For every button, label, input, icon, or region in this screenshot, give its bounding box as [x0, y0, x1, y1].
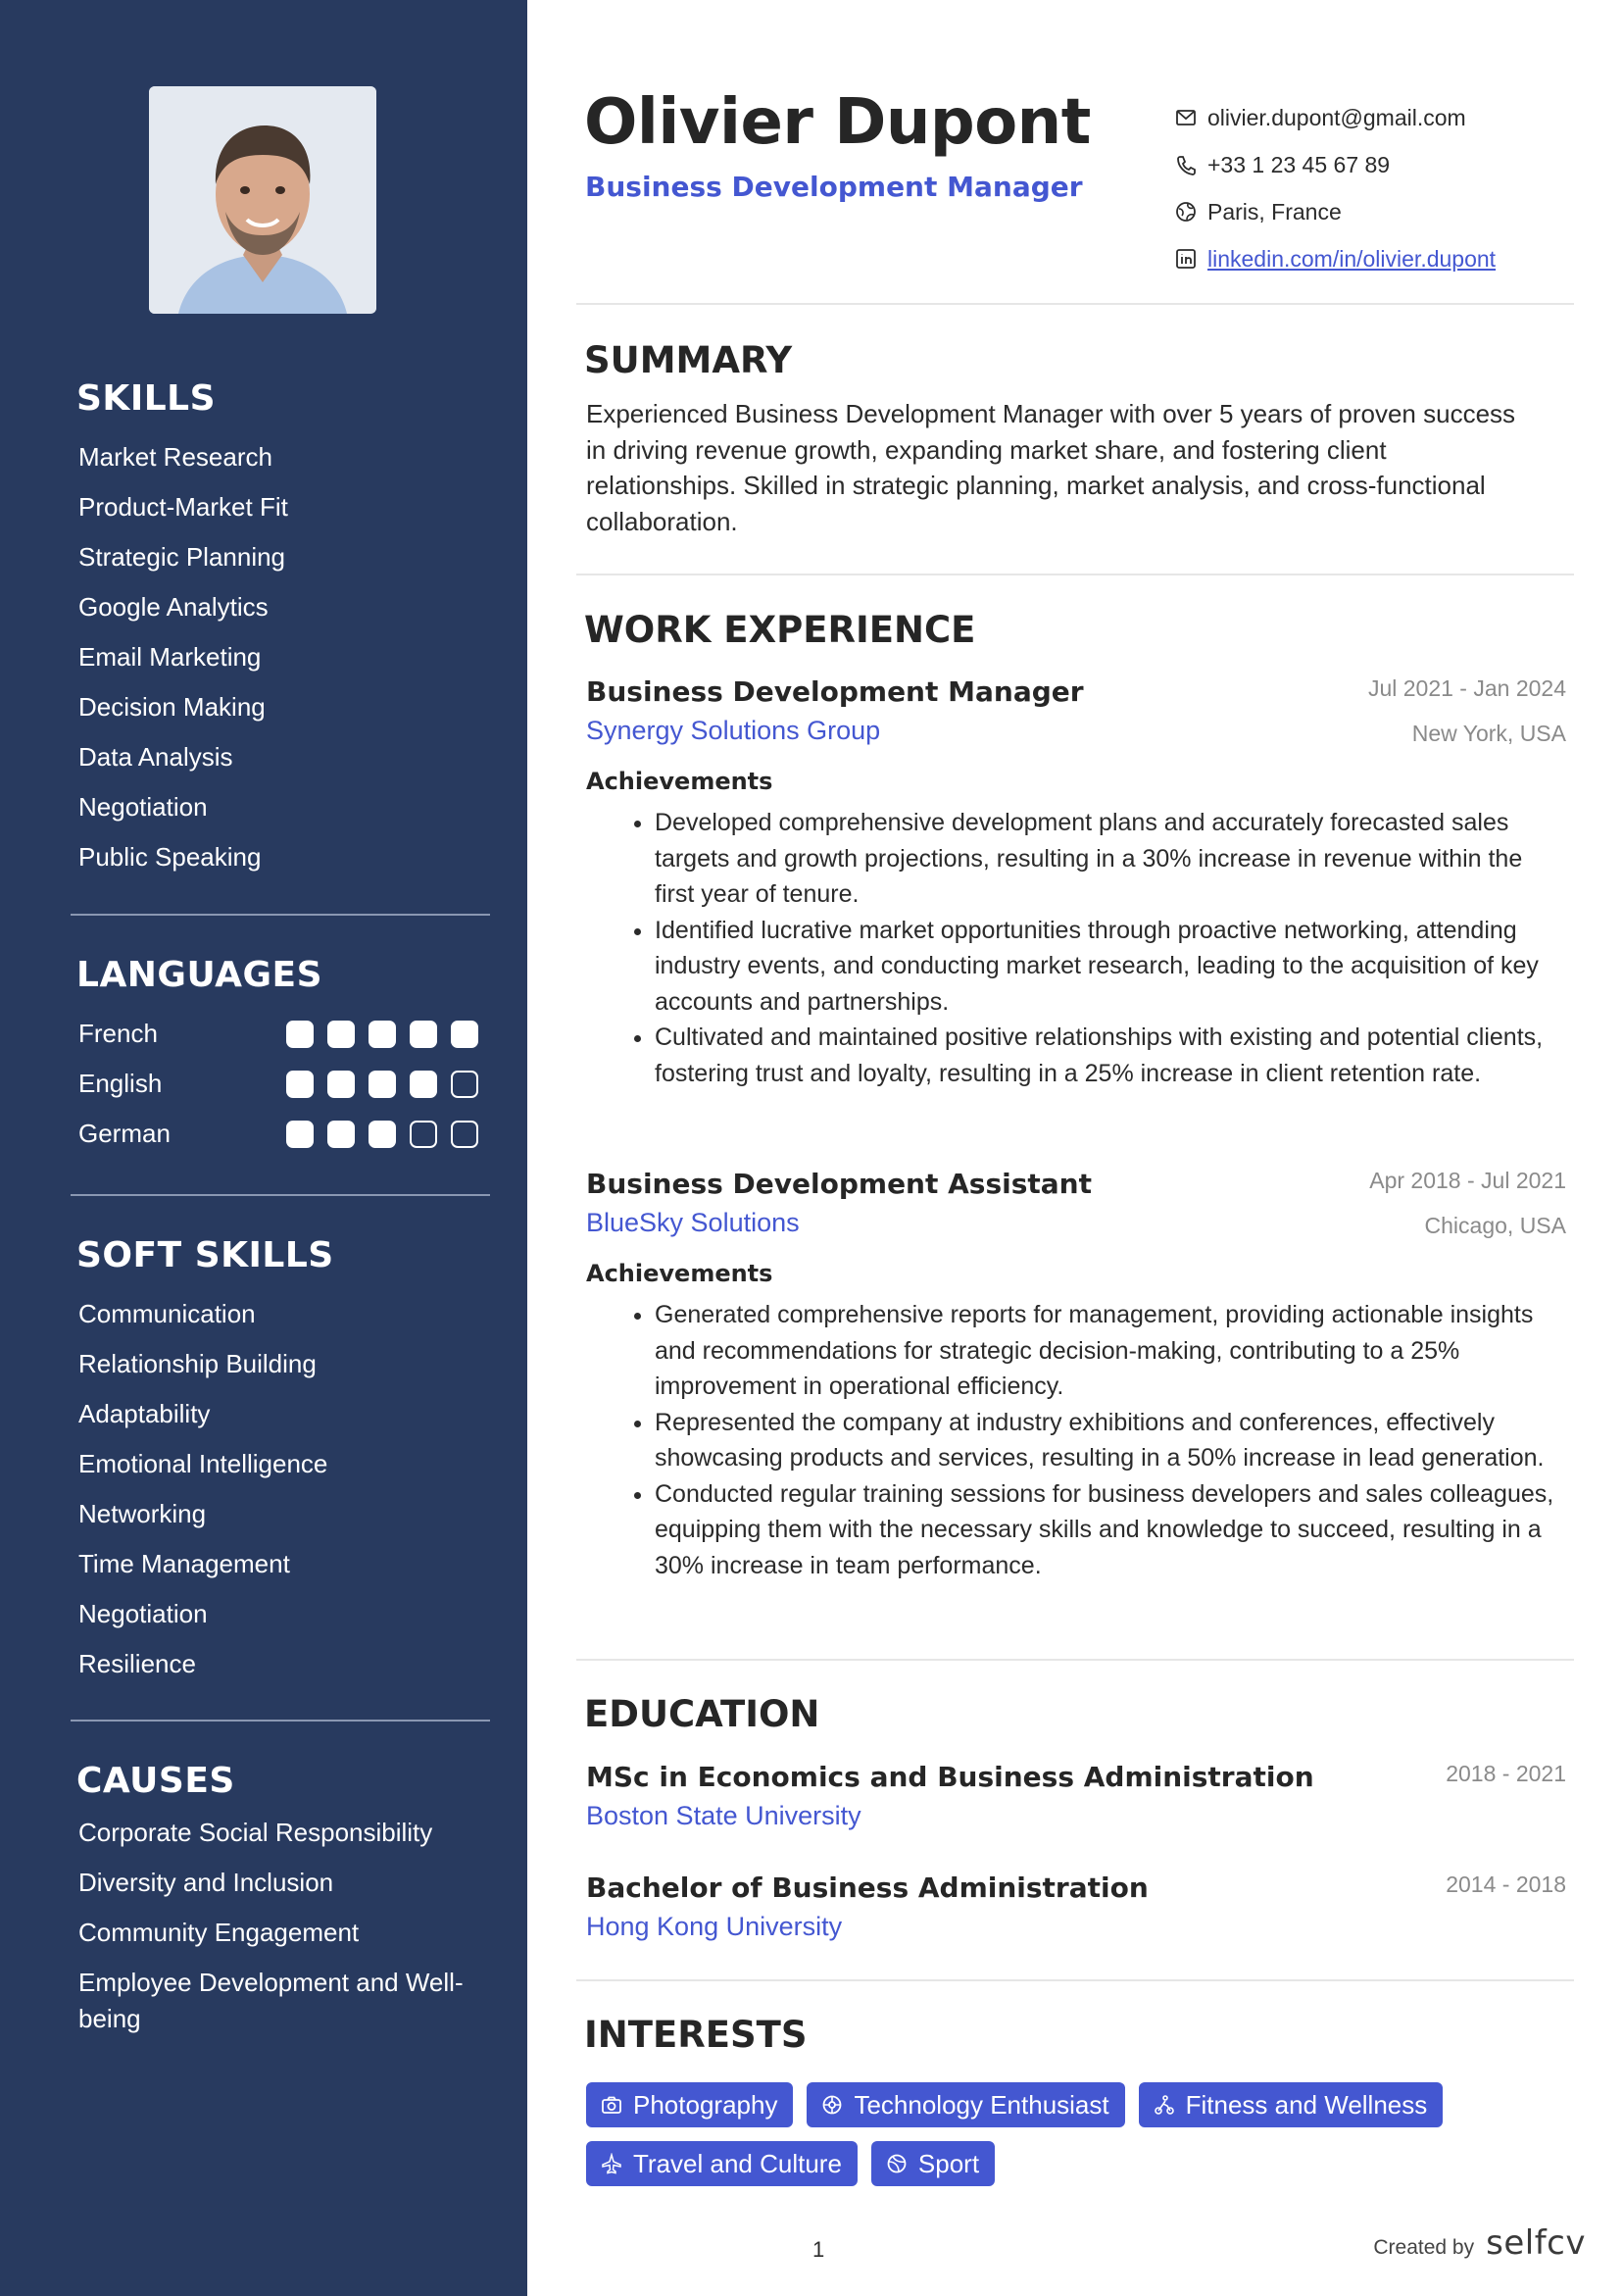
email-text: olivier.dupont@gmail.com: [1207, 104, 1466, 130]
summary-title: SUMMARY: [584, 339, 793, 381]
job-dates: Apr 2018 - Jul 2021: [1369, 1168, 1566, 1193]
linkedin-icon: [1174, 247, 1198, 271]
job-location: Chicago, USA: [1424, 1213, 1566, 1238]
level-dot: [327, 1021, 355, 1048]
achievement-list: [586, 1297, 1566, 1583]
cpu-icon: [820, 2093, 844, 2117]
level-dot: [369, 1121, 396, 1148]
ball-icon: [885, 2152, 909, 2175]
achievement-item: • Developed comprehensive development plans and accurately forecasted sales targets and growth projections, resulting in a 30% increase in revenue within the first year of tenure.: [655, 805, 1566, 913]
soft-skill-item: Resilience: [78, 1649, 196, 1678]
languages-section: [76, 955, 488, 1159]
languages-title: LANGUAGES: [76, 955, 323, 995]
contact-linkedin: [1174, 235, 1496, 282]
achievement-item: • Cultivated and maintained positive relationships with existing and potential clients, fostering trust and loyalty, resulting in a 25% increase in client retention rate.: [655, 1020, 1566, 1091]
level-dot: [451, 1071, 478, 1098]
level-dot: [451, 1021, 478, 1048]
soft-skill-item: Communication: [78, 1299, 256, 1328]
interest-chip: [586, 2141, 858, 2186]
language-row: [76, 1009, 488, 1059]
skill-item: Decision Making: [78, 692, 266, 722]
person-name: Olivier Dupont: [584, 86, 1091, 159]
skill-item: Product-Market Fit: [78, 492, 288, 522]
sidebar-divider: [71, 914, 490, 916]
level-dot: [327, 1121, 355, 1148]
interest-label: Fitness and Wellness: [1185, 2089, 1428, 2120]
education-entry: [586, 1761, 1566, 1831]
interest-chip: [871, 2141, 995, 2186]
job-title: Business Development Manager: [586, 675, 1084, 708]
causes-title: CAUSES: [76, 1761, 235, 1801]
soft-skill-item: Adaptability: [78, 1399, 211, 1428]
contact-email: [1174, 94, 1496, 141]
interest-chip: [586, 2082, 793, 2127]
contact-location: [1174, 188, 1496, 235]
skills-title: SKILLS: [76, 378, 217, 419]
interest-label: Photography: [633, 2089, 778, 2120]
section-divider: [576, 1979, 1574, 1981]
languages-list: [76, 1009, 488, 1159]
job-entry: [586, 1168, 1566, 1583]
interests-list: [586, 2082, 1566, 2186]
level-dot: [286, 1121, 314, 1148]
skill-item: Google Analytics: [78, 592, 269, 622]
credit-label: Created by: [1373, 2236, 1475, 2259]
job-title: Business Development Assistant: [586, 1168, 1092, 1200]
education-title: EDUCATION: [584, 1693, 820, 1735]
language-level: [286, 1071, 478, 1098]
brand-logo: selfcv: [1486, 2223, 1586, 2263]
sidebar-divider: [71, 1194, 490, 1196]
main-content: [527, 0, 1623, 2296]
job-entry: [586, 675, 1566, 1091]
language-name: French: [78, 1019, 158, 1048]
achievement-list: [586, 805, 1566, 1091]
sidebar-divider: [71, 1720, 490, 1722]
interest-chip: [807, 2082, 1124, 2127]
language-row: [76, 1059, 488, 1109]
soft-skill-item: Relationship Building: [78, 1349, 317, 1378]
camera-icon: [600, 2093, 623, 2117]
skill-item: Market Research: [78, 442, 272, 472]
skills-section: [76, 378, 488, 882]
soft-skills-list: [76, 1289, 488, 1689]
experience-title: WORK EXPERIENCE: [584, 609, 976, 651]
language-name: German: [78, 1119, 171, 1148]
phone-text: +33 1 23 45 67 89: [1207, 151, 1391, 177]
language-level: [286, 1121, 478, 1148]
soft-skills-title: SOFT SKILLS: [76, 1235, 334, 1275]
skill-item: Strategic Planning: [78, 542, 286, 572]
page-number: 1: [812, 2237, 825, 2262]
plane-icon: [600, 2152, 623, 2175]
skills-list: [76, 432, 488, 882]
section-divider: [576, 574, 1574, 575]
skill-item: Email Marketing: [78, 642, 262, 672]
mail-icon: [1174, 106, 1198, 129]
sidebar: [0, 0, 527, 2296]
interest-label: Technology Enthusiast: [854, 2089, 1109, 2120]
location-text: Paris, France: [1207, 198, 1342, 225]
level-dot: [286, 1021, 314, 1048]
level-dot: [286, 1071, 314, 1098]
job-dates: Jul 2021 - Jan 2024: [1367, 675, 1566, 701]
cause-item: Employee Development and Well-being: [78, 1968, 464, 2033]
section-divider: [576, 1659, 1574, 1661]
level-dot: [410, 1021, 437, 1048]
job-role: Business Development Manager: [585, 171, 1083, 203]
section-divider: [576, 303, 1574, 305]
level-dot: [369, 1021, 396, 1048]
job-location: New York, USA: [1411, 721, 1566, 746]
summary-text: Experienced Business Development Manager with over 5 years of proven success in driving revenue growth, expanding market share, and fostering client relationships. Skilled in strategic planning, market analysis, and cross-functional collaboration.: [586, 399, 1516, 536]
skill-item: Data Analysis: [78, 742, 233, 772]
achievements-label: Achievements: [586, 768, 773, 795]
education-entry: [586, 1872, 1566, 1942]
cause-item: Diversity and Inclusion: [78, 1868, 334, 1897]
language-level: [286, 1021, 478, 1048]
language-row: [76, 1109, 488, 1159]
education-degree: MSc in Economics and Business Administration: [586, 1761, 1314, 1793]
skill-item: Negotiation: [78, 792, 208, 822]
education-school: Boston State University: [586, 1801, 861, 1830]
level-dot: [451, 1121, 478, 1148]
education-dates: 2014 - 2018: [1446, 1872, 1566, 1897]
interests-title: INTERESTS: [584, 2014, 808, 2056]
soft-skill-item: Negotiation: [78, 1599, 208, 1628]
interest-label: Sport: [917, 2148, 980, 2178]
achievement-item: • Identified lucrative market opportunities through proactive networking, attending industry events, and conducting market research, leading to the acquisition of key accounts and partnerships.: [655, 913, 1566, 1021]
level-dot: [410, 1071, 437, 1098]
causes-list: [76, 1815, 488, 2037]
job-company: BlueSky Solutions: [586, 1208, 800, 1237]
linkedin-link[interactable]: linkedin.com/in/olivier.dupont: [1207, 245, 1497, 272]
contact-block: [1174, 94, 1496, 282]
credit: [1373, 2223, 1586, 2263]
level-dot: [327, 1071, 355, 1098]
job-company: Synergy Solutions Group: [586, 716, 881, 745]
education-school: Hong Kong University: [586, 1912, 843, 1941]
education-degree: Bachelor of Business Administration: [586, 1872, 1149, 1904]
interest-label: Travel and Culture: [633, 2148, 842, 2178]
skill-item: Public Speaking: [78, 842, 262, 872]
level-dot: [410, 1121, 437, 1148]
globe-icon: [1174, 200, 1198, 224]
profile-photo: [149, 86, 376, 314]
soft-skills-section: [76, 1235, 488, 1689]
interest-chip: [1139, 2082, 1444, 2127]
cause-item: Community Engagement: [78, 1918, 360, 1947]
soft-skill-item: Time Management: [78, 1549, 290, 1578]
soft-skill-item: Emotional Intelligence: [78, 1449, 328, 1478]
causes-section: [76, 1761, 488, 2051]
phone-icon: [1174, 153, 1198, 176]
fitness-icon: [1153, 2093, 1176, 2117]
achievements-label: Achievements: [586, 1260, 773, 1287]
education-dates: 2018 - 2021: [1446, 1761, 1566, 1786]
soft-skill-item: Networking: [78, 1499, 207, 1528]
achievement-item: • Conducted regular training sessions for business developers and sales colleagues, equipping them with the necessary skills and knowledge to succeed, resulting in a 30% increase in team performance.: [655, 1476, 1566, 1584]
level-dot: [369, 1071, 396, 1098]
achievement-item: • Represented the company at industry exhibitions and conferences, effectively showcasing products and services, resulting in a 50% increase in lead generation.: [655, 1405, 1566, 1476]
cause-item: Corporate Social Responsibility: [78, 1818, 433, 1847]
contact-phone: [1174, 141, 1496, 188]
language-name: English: [78, 1069, 163, 1098]
achievement-item: • Generated comprehensive reports for management, providing actionable insights and recommendations for strategic decision-making, contributing to a 25% improvement in operational efficiency.: [655, 1297, 1566, 1405]
